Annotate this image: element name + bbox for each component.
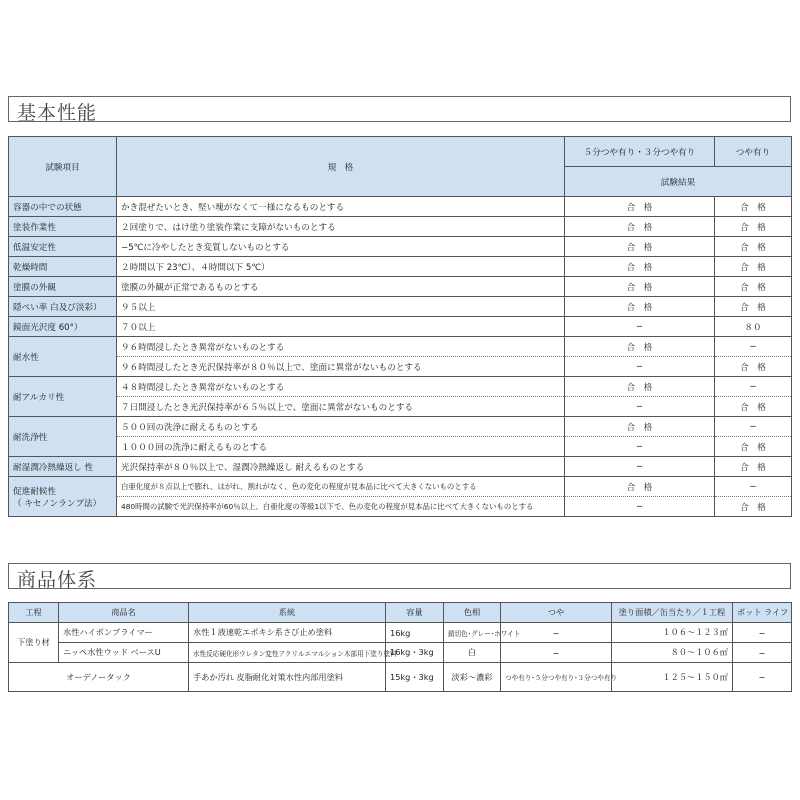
row-spec: ９５以上 bbox=[117, 297, 565, 317]
process-label: 下塗り材 bbox=[9, 623, 59, 663]
product-gloss: − bbox=[501, 623, 612, 643]
table-row bbox=[9, 357, 792, 377]
row-result-1: 合 格 bbox=[565, 377, 715, 397]
header-test-results: 試験結果 bbox=[565, 167, 792, 197]
row-item: 低温安定性 bbox=[9, 237, 117, 257]
row-item: 耐洗浄性 bbox=[9, 417, 117, 457]
table-row bbox=[9, 377, 792, 397]
row-item: 耐湿潤冷熱繰返し 性 bbox=[9, 457, 117, 477]
products-table bbox=[8, 602, 792, 692]
row-result-2: − bbox=[715, 377, 792, 397]
row-item: 鏡面光沢度 60°） bbox=[9, 317, 117, 337]
header-spec: 規 格 bbox=[117, 137, 565, 197]
table-row bbox=[9, 457, 792, 477]
table-row bbox=[9, 477, 792, 497]
table-row bbox=[9, 197, 792, 217]
header-col-semi-gloss: ５分つや有り・３分つや有り bbox=[565, 137, 715, 167]
row-result-1: 合 格 bbox=[565, 277, 715, 297]
row-item-weathering bbox=[9, 477, 117, 517]
product-coverage: ８０〜１０６㎡ bbox=[612, 643, 733, 663]
product-capacity: 16kg・3kg bbox=[386, 643, 444, 663]
header-capacity: 容量 bbox=[386, 603, 444, 623]
table-row bbox=[9, 623, 792, 643]
row-result-1: 合 格 bbox=[565, 297, 715, 317]
weathering-method: （ キセノンランプ法） bbox=[13, 498, 102, 509]
row-result-2: 合 格 bbox=[715, 277, 792, 297]
row-spec: 480時間の試験で光沢保持率が60％以上、白亜化度の等級1以下で、色の変化の程度が見本品に比べて大きくないものとする bbox=[117, 497, 565, 517]
row-spec: ９６時間浸したとき異常がないものとする bbox=[117, 337, 565, 357]
product-system: 水性反応硬化形ウレタン変性アクリルエマルション木部用下塗り塗料 bbox=[189, 643, 386, 663]
row-result-1: − bbox=[565, 317, 715, 337]
row-item: 乾燥時間 bbox=[9, 257, 117, 277]
header-system: 系統 bbox=[189, 603, 386, 623]
row-result-1: 合 格 bbox=[565, 237, 715, 257]
table-row bbox=[9, 217, 792, 237]
row-spec: 白亜化度が８点以上で膨れ、はがれ、割れがなく、色の変化の程度が見本品に比べて大きくないものとする bbox=[117, 477, 565, 497]
row-item: 耐水性 bbox=[9, 337, 117, 377]
row-result-2: ８０ bbox=[715, 317, 792, 337]
row-spec: ２時間以下 23℃）、４時間以下 5℃） bbox=[117, 257, 565, 277]
row-result-1: − bbox=[565, 397, 715, 417]
row-result-1: − bbox=[565, 497, 715, 517]
header-product-name: 商品名 bbox=[59, 603, 189, 623]
row-result-2: 合 格 bbox=[715, 437, 792, 457]
table-row bbox=[9, 497, 792, 517]
product-gloss: つや有り･５分つや有り･３分つや有り bbox=[501, 663, 612, 692]
product-coverage: １０６〜１２３㎡ bbox=[612, 623, 733, 643]
product-pot-life: − bbox=[733, 623, 792, 643]
row-item: 塗装作業性 bbox=[9, 217, 117, 237]
row-spec: ７日間浸したとき光沢保持率が６５％以上で、塗面に異常がないものとする bbox=[117, 397, 565, 417]
row-spec: ２回塗りで、はけ塗り塗装作業に支障がないものとする bbox=[117, 217, 565, 237]
row-result-2: − bbox=[715, 417, 792, 437]
row-spec: −5℃に冷やしたとき変質しないものとする bbox=[117, 237, 565, 257]
product-color: 白 bbox=[444, 643, 501, 663]
product-capacity: 16kg bbox=[386, 623, 444, 643]
row-spec: ９６時間浸したとき光沢保持率が８０％以上で、塗面に異常がないものとする bbox=[117, 357, 565, 377]
row-item: 耐アルカリ性 bbox=[9, 377, 117, 417]
product-name-main: オーデノータック bbox=[9, 663, 189, 692]
performance-title: 基本性能 bbox=[17, 102, 98, 124]
header-process: 工程 bbox=[9, 603, 59, 623]
row-result-2: 合 格 bbox=[715, 397, 792, 417]
row-result-2: − bbox=[715, 477, 792, 497]
row-result-2: 合 格 bbox=[715, 217, 792, 237]
section-title-performance bbox=[8, 96, 791, 122]
weathering-label: 促進耐候性 bbox=[13, 486, 56, 497]
table-row bbox=[9, 397, 792, 417]
product-name: 水性ハイポンプライマー bbox=[59, 623, 189, 643]
row-result-2: 合 格 bbox=[715, 457, 792, 477]
row-result-1: 合 格 bbox=[565, 257, 715, 277]
row-result-2: 合 格 bbox=[715, 497, 792, 517]
header-coverage: 塗り面積／缶当たり／１工程 bbox=[612, 603, 733, 623]
row-item: 塗膜の外観 bbox=[9, 277, 117, 297]
row-spec: 塗膜の外観が正常であるものとする bbox=[117, 277, 565, 297]
row-result-2: 合 格 bbox=[715, 297, 792, 317]
row-spec: １０００回の洗浄に耐えるものとする bbox=[117, 437, 565, 457]
product-coverage: １２５〜１５０㎡ bbox=[612, 663, 733, 692]
row-result-1: − bbox=[565, 457, 715, 477]
row-spec: ７０以上 bbox=[117, 317, 565, 337]
row-spec: かき混ぜたいとき、堅い塊がなくて一様になるものとする bbox=[117, 197, 565, 217]
table-row bbox=[9, 257, 792, 277]
table-row bbox=[9, 317, 792, 337]
product-system: 水性１液速乾エポキシ系さび止め塗料 bbox=[189, 623, 386, 643]
row-result-2: 合 格 bbox=[715, 357, 792, 377]
product-color: 錆切色･グレー･ホワイト bbox=[444, 623, 501, 643]
product-capacity: 15kg・3kg bbox=[386, 663, 444, 692]
row-result-1: 合 格 bbox=[565, 417, 715, 437]
product-name: ニッペ水性ウッド ベースU bbox=[59, 643, 189, 663]
header-pot-life: ポット ライフ bbox=[733, 603, 792, 623]
row-result-1: 合 格 bbox=[565, 217, 715, 237]
row-result-1: 合 格 bbox=[565, 477, 715, 497]
row-result-2: 合 格 bbox=[715, 197, 792, 217]
product-color: 淡彩〜濃彩 bbox=[444, 663, 501, 692]
products-title: 商品体系 bbox=[17, 569, 98, 591]
table-row bbox=[9, 297, 792, 317]
row-result-2: 合 格 bbox=[715, 257, 792, 277]
row-spec: ５００回の洗浄に耐えるものとする bbox=[117, 417, 565, 437]
table-row bbox=[9, 663, 792, 692]
row-result-1: 合 格 bbox=[565, 197, 715, 217]
header-test-item: 試験項目 bbox=[9, 137, 117, 197]
table-row bbox=[9, 237, 792, 257]
row-item: 隠ぺい率 白及び淡彩） bbox=[9, 297, 117, 317]
row-result-1: − bbox=[565, 357, 715, 377]
performance-table bbox=[8, 136, 792, 517]
header-gloss: つや bbox=[501, 603, 612, 623]
row-result-2: 合 格 bbox=[715, 237, 792, 257]
table-row bbox=[9, 643, 792, 663]
row-result-1: − bbox=[565, 437, 715, 457]
header-color: 色相 bbox=[444, 603, 501, 623]
product-pot-life: − bbox=[733, 643, 792, 663]
section-title-products bbox=[8, 563, 791, 589]
row-item: 容器の中での状態 bbox=[9, 197, 117, 217]
product-gloss: − bbox=[501, 643, 612, 663]
row-result-2: − bbox=[715, 337, 792, 357]
row-spec: 光沢保持率が８０％以上で、湿潤冷熱繰返し 耐えるものとする bbox=[117, 457, 565, 477]
product-pot-life: − bbox=[733, 663, 792, 692]
table-row bbox=[9, 437, 792, 457]
table-row bbox=[9, 417, 792, 437]
table-row bbox=[9, 337, 792, 357]
row-result-1: 合 格 bbox=[565, 337, 715, 357]
header-col-gloss: つや有り bbox=[715, 137, 792, 167]
row-spec: ４８時間浸したとき異常がないものとする bbox=[117, 377, 565, 397]
product-system: 手あか汚れ 皮脂耐化対策水性内部用塗料 bbox=[189, 663, 386, 692]
table-row bbox=[9, 277, 792, 297]
